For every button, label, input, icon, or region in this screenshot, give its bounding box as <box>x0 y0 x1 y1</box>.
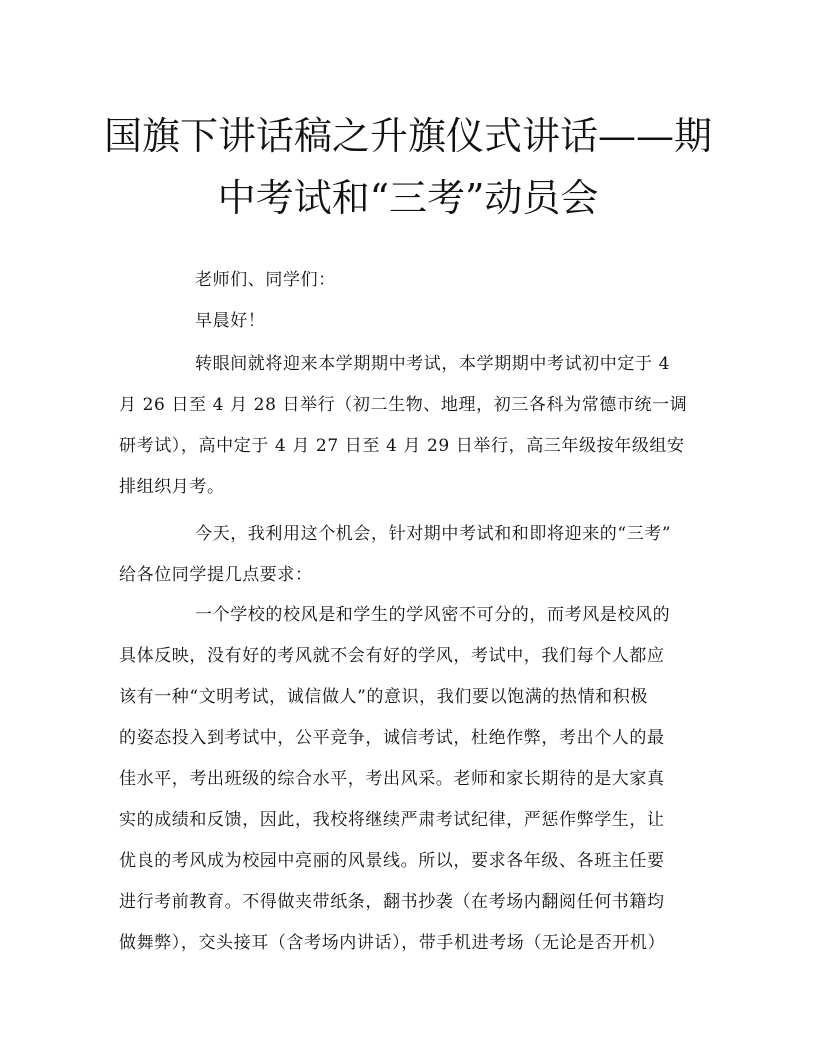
paragraph-line: 的姿态投入到考试中，公平竞争，诚信考试，杜绝作弊，考出个人的最 <box>119 728 665 748</box>
paragraph-line: 一个学校的校风是和学生的学风密不可分的，而考风是校风的 <box>195 605 671 625</box>
paragraph-exam-schedule <box>119 344 697 508</box>
paragraph-line: 实的成绩和反馈，因此，我校将继续严肃考试纪律，严惩作弊学生，让 <box>119 810 665 830</box>
greeting: 早晨好！ <box>195 311 266 331</box>
paragraph-line: 具体反映，没有好的考风就不会有好的学风，考试中，我们每个人都应 <box>119 646 665 666</box>
paragraph-line: 转眼间就将迎来本学期期中考试，本学期期中考试初中定于 4 <box>195 354 671 374</box>
salutation: 老师们、同学们： <box>195 270 336 290</box>
paragraph-line: 该有一种“文明考试，诚信做人”的意识，我们要以饱满的热情和积极 <box>119 687 648 707</box>
document-title-line-2: 中考试和“三考”动员会 <box>217 176 599 220</box>
paragraph-line: 优良的考风成为校园中亮丽的风景线。所以，要求各年级、各班主任要 <box>119 851 665 871</box>
paragraph-line: 月 26 日至 4 月 28 日举行（初二生物、地理，初三各科为常德市统一调 <box>119 395 688 415</box>
paragraph-line: 进行考前教育。不得做夹带纸条，翻书抄袭（在考场内翻阅任何书籍均 <box>119 892 665 912</box>
paragraph-line: 今天，我利用这个机会，针对期中考试和和即将迎来的“三考” <box>195 524 672 544</box>
paragraph-line: 佳水平，考出班级的综合水平，考出风采。老师和家长期待的是大家真 <box>119 769 665 789</box>
paragraph-line: 做舞弊），交头接耳（含考场内讲话），带手机进考场（无论是否开机） <box>119 933 666 953</box>
paragraph-line: 研考试），高中定于 4 月 27 日至 4 月 29 日举行，高三年级按年级组安 <box>119 436 685 456</box>
paragraph-exam-discipline <box>119 595 697 964</box>
paragraph-line: 排组织月考。 <box>119 477 225 497</box>
document-title-line-1: 国旗下讲话稿之升旗仪式讲话——期 <box>103 114 712 158</box>
paragraph-line: 给各位同学提几点要求： <box>119 565 313 585</box>
paragraph-requirements-intro <box>119 514 697 596</box>
